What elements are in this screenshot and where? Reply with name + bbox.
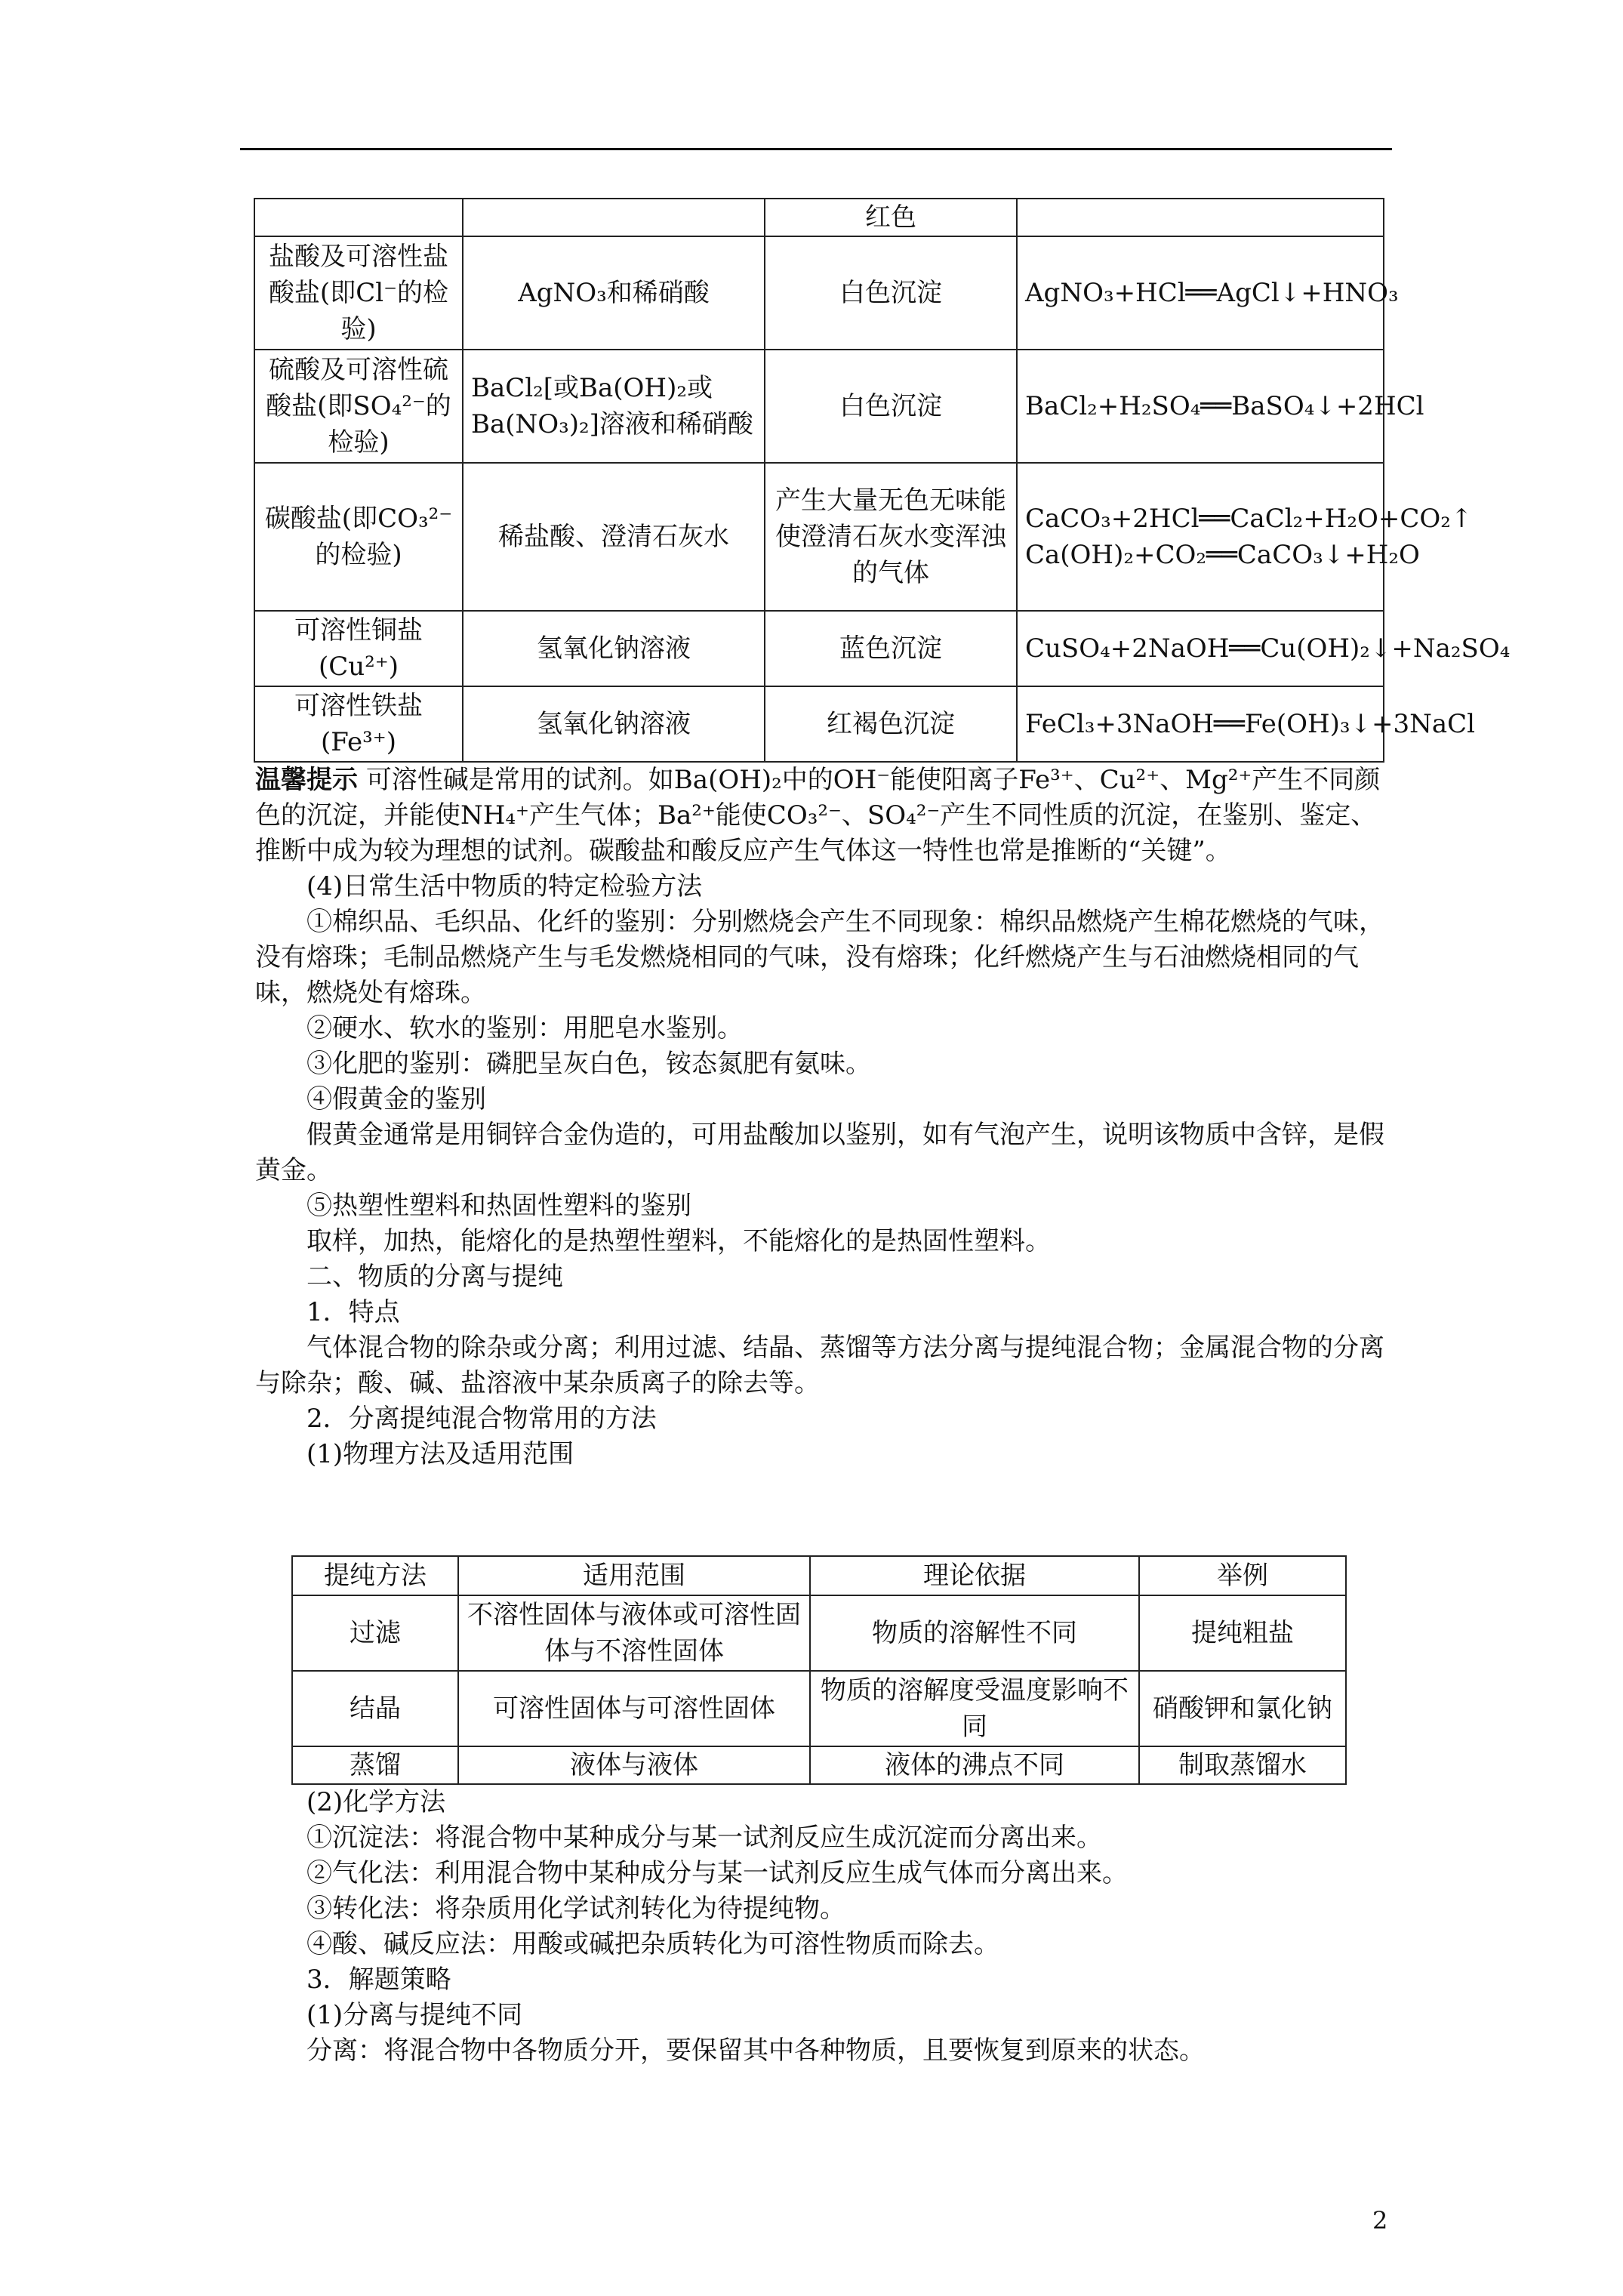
table-row	[254, 199, 1384, 236]
section-heading: 二、物质的分离与提纯	[306, 1262, 563, 1292]
table-cell: CuSO₄+2NaOH══Cu(OH)₂↓+Na₂SO₄	[1017, 611, 1384, 686]
tip-paragraph	[255, 763, 1384, 869]
paragraph: ④假黄金的鉴别	[306, 1084, 486, 1114]
table-cell	[463, 199, 765, 236]
table-row	[254, 611, 1384, 686]
table-header-cell: 适用范围	[458, 1556, 810, 1595]
table-cell: 白色沉淀	[765, 350, 1017, 463]
tip-label: 温馨提示	[255, 765, 358, 795]
table-cell: 不溶性固体与液体或可溶性固体与不溶性固体	[458, 1595, 810, 1671]
paragraph: ③转化法：将杂质用化学试剂转化为待提纯物。	[306, 1894, 845, 1924]
table-row	[292, 1671, 1346, 1746]
table-row	[254, 350, 1384, 463]
table-row	[292, 1595, 1346, 1671]
table-cell	[1017, 199, 1384, 236]
paragraph: (2)化学方法	[306, 1787, 446, 1817]
equation-line: Ca(OH)₂+CO₂══CaCO₃↓+H₂O	[1025, 540, 1420, 570]
paragraph: ④酸、碱反应法：用酸或碱把杂质转化为可溶性物质而除去。	[306, 1929, 999, 1959]
table-cell: 氢氧化钠溶液	[463, 686, 765, 762]
header-rule	[240, 148, 1392, 150]
table-cell: 提纯粗盐	[1139, 1595, 1346, 1671]
table-row	[254, 236, 1384, 350]
table-cell: 液体的沸点不同	[810, 1746, 1139, 1784]
table-header-cell: 提纯方法	[292, 1556, 458, 1595]
paragraph: 气体混合物的除杂或分离；利用过滤、结晶、蒸馏等方法分离与提纯混合物；金属混合物的分离与除杂；酸、碱、盐溶液中某杂质离子的除去等。	[255, 1333, 1384, 1398]
table-cell: 物质的溶解度受温度影响不同	[810, 1671, 1139, 1746]
table-cell: 产生大量无色无味能使澄清石灰水变浑浊的气体	[765, 463, 1017, 611]
table-cell: 蓝色沉淀	[765, 611, 1017, 686]
table-header-row	[292, 1556, 1346, 1595]
table-cell: 碳酸盐(即CO₃²⁻的检验)	[254, 463, 463, 611]
table-header-cell: 理论依据	[810, 1556, 1139, 1595]
table-cell: FeCl₃+3NaOH══Fe(OH)₃↓+3NaCl	[1017, 686, 1384, 762]
table-cell: AgNO₃+HCl══AgCl↓+HNO₃	[1017, 236, 1384, 350]
table-row	[254, 463, 1384, 611]
paragraph: ②硬水、软水的鉴别：用肥皂水鉴别。	[306, 1013, 743, 1043]
paragraph: (1)分离与提纯不同	[306, 2000, 523, 2030]
paragraph: ③化肥的鉴别：磷肥呈灰白色，铵态氮肥有氨味。	[306, 1049, 871, 1079]
paragraph: ①棉织品、毛织品、化纤的鉴别：分别燃烧会产生不同现象：棉织品燃烧产生棉花燃烧的气味，没有熔珠；毛制品燃烧产生与毛发燃烧相同的气味，没有熔珠；化纤燃烧产生与石油燃烧相同的气味，燃烧处有熔珠。	[255, 907, 1384, 1008]
table-cell	[254, 199, 463, 236]
ion-test-table	[254, 198, 1511, 763]
table-cell: 物质的溶解性不同	[810, 1595, 1139, 1671]
table-cell: BaCl₂[或Ba(OH)₂或Ba(NO₃)₂]溶液和稀硝酸	[463, 350, 765, 463]
subsection-heading: 2．分离提纯混合物常用的方法	[306, 1404, 657, 1434]
table-cell: 过滤	[292, 1595, 458, 1671]
table-cell: 硫酸及可溶性硫酸盐(即SO₄²⁻的检验)	[254, 350, 463, 463]
subsection-heading: 3．解题策略	[306, 1965, 451, 1995]
subsection-heading: 1．特点	[306, 1297, 400, 1327]
table-cell: AgNO₃和稀硝酸	[463, 236, 765, 350]
table-cell: 结晶	[292, 1671, 458, 1746]
table-cell: 稀盐酸、澄清石灰水	[463, 463, 765, 611]
table-cell: 盐酸及可溶性盐酸盐(即Cl⁻的检验)	[254, 236, 463, 350]
table-header-cell: 举例	[1139, 1556, 1346, 1595]
table-cell: 可溶性固体与可溶性固体	[458, 1671, 810, 1746]
paragraph: (1)物理方法及适用范围	[306, 1439, 574, 1469]
table-cell: 可溶性铜盐(Cu²⁺)	[254, 611, 463, 686]
paragraph: ②气化法：利用混合物中某种成分与某一试剂反应生成气体而分离出来。	[306, 1858, 1128, 1888]
table-row	[254, 686, 1384, 762]
table-cell: 氢氧化钠溶液	[463, 611, 765, 686]
table-cell: BaCl₂+H₂SO₄══BaSO₄↓+2HCl	[1017, 350, 1384, 463]
table-row	[292, 1746, 1346, 1784]
table-cell: 液体与液体	[458, 1746, 810, 1784]
table-cell: 蒸馏	[292, 1746, 458, 1784]
paragraph: 假黄金通常是用铜锌合金伪造的，可用盐酸加以鉴别，如有气泡产生，说明该物质中含锌，是假黄金。	[255, 1120, 1384, 1185]
body-text-b	[255, 1785, 1384, 2069]
paragraph: 取样，加热，能熔化的是热塑性塑料，不能熔化的是热固性塑料。	[306, 1226, 1051, 1256]
paragraph: 分离：将混合物中各物质分开，要保留其中各种物质，且要恢复到原来的状态。	[306, 2036, 1205, 2066]
table-cell: 硝酸钾和氯化钠	[1139, 1671, 1346, 1746]
equation-line: CaCO₃+2HCl══CaCl₂+H₂O+CO₂↑	[1025, 504, 1473, 534]
paragraph: ⑤热塑性塑料和热固性塑料的鉴别	[306, 1191, 691, 1221]
page-number: 2	[1372, 2206, 1388, 2235]
table-cell: 红色	[765, 199, 1017, 236]
separation-methods-table	[291, 1555, 1347, 1785]
table-cell: 可溶性铁盐(Fe³⁺)	[254, 686, 463, 762]
tip-text: 可溶性碱是常用的试剂。如Ba(OH)₂中的OH⁻能使阳离子Fe³⁺、Cu²⁺、Mg²⁺产生不同颜色的沉淀，并能使NH₄⁺产生气体；Ba²⁺能使CO₃²⁻、SO₄²⁻产生不同性质的沉淀，在鉴别、鉴定、推断中成为较为理想的试剂。碳酸盐和酸反应产生气体这一特性也常是推断的“关键”。	[255, 765, 1381, 866]
table-cell: 白色沉淀	[765, 236, 1017, 350]
body-text-a	[255, 763, 1384, 1472]
table-cell: 制取蒸馏水	[1139, 1746, 1346, 1784]
table-cell: 红褐色沉淀	[765, 686, 1017, 762]
table-cell	[1017, 463, 1473, 611]
paragraph: (4)日常生活中物质的特定检验方法	[306, 871, 703, 901]
paragraph: ①沉淀法：将混合物中某种成分与某一试剂反应生成沉淀而分离出来。	[306, 1823, 1102, 1853]
